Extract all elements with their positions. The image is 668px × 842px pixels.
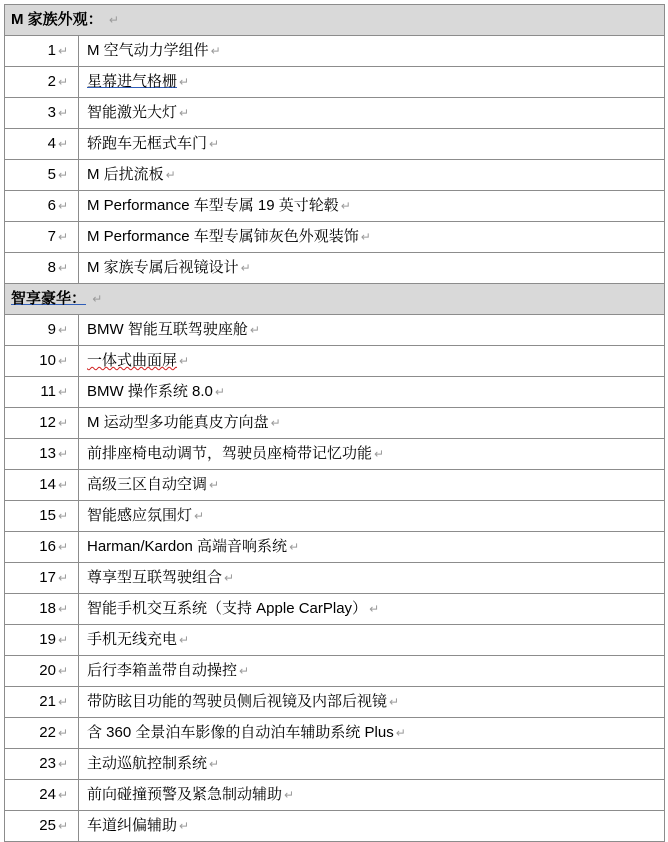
feature-text: 含 360 全景泊车影像的自动泊车辅助系统 Plus — [87, 724, 394, 741]
feature-text: BMW 智能互联驾驶座舱 — [87, 321, 248, 338]
feature-table-body — [5, 5, 665, 842]
row-number: 18 — [39, 600, 56, 617]
table-row — [5, 222, 665, 253]
row-number-cell — [5, 67, 79, 98]
row-number: 5 — [47, 166, 56, 183]
row-number: 12 — [39, 414, 56, 431]
row-number: 13 — [39, 445, 56, 462]
section-header-row — [5, 5, 665, 36]
paragraph-mark-icon: ↵ — [210, 44, 221, 58]
row-number-cell — [5, 501, 79, 532]
table-row — [5, 563, 665, 594]
row-number-cell — [5, 408, 79, 439]
row-number-cell — [5, 222, 79, 253]
table-row — [5, 439, 665, 470]
table-row — [5, 129, 665, 160]
feature-text-cell — [79, 191, 665, 222]
table-row — [5, 749, 665, 780]
feature-text: Harman/Kardon 高端音响系统 — [87, 538, 288, 555]
row-number: 3 — [47, 104, 56, 121]
row-number-cell — [5, 129, 79, 160]
feature-text: 尊享型互联驾驶组合 — [87, 569, 223, 586]
paragraph-mark-icon: ↵ — [240, 261, 251, 275]
section-header-cell — [5, 284, 665, 315]
table-row — [5, 67, 665, 98]
feature-text: 轿跑车无框式车门 — [87, 135, 208, 152]
section-title: 智享豪华： — [11, 290, 87, 307]
feature-text: M Performance 车型专属 19 英寸轮毂 — [87, 197, 339, 214]
row-number-cell — [5, 98, 79, 129]
paragraph-mark-icon: ↵ — [395, 726, 406, 740]
table-row — [5, 36, 665, 67]
feature-text: 后行李箱盖带自动操控 — [87, 662, 238, 679]
row-number-cell — [5, 36, 79, 67]
feature-text: 带防眩目功能的驾驶员侧后视镜及内部后视镜 — [87, 693, 388, 710]
feature-text-cell — [79, 36, 665, 67]
feature-text-cell — [79, 470, 665, 501]
paragraph-mark-icon: ↵ — [165, 168, 176, 182]
feature-text: 手机无线充电 — [87, 631, 178, 648]
row-number: 7 — [47, 228, 56, 245]
feature-text-cell — [79, 315, 665, 346]
feature-text-cell — [79, 718, 665, 749]
paragraph-mark-icon: ↵ — [57, 788, 68, 802]
table-row — [5, 780, 665, 811]
feature-text: M 运动型多功能真皮方向盘 — [87, 414, 269, 431]
section-header-row — [5, 284, 665, 315]
paragraph-mark-icon: ↵ — [57, 447, 68, 461]
row-number: 16 — [39, 538, 56, 555]
table-row — [5, 377, 665, 408]
table-row — [5, 501, 665, 532]
paragraph-mark-icon: ↵ — [92, 292, 103, 306]
row-number: 2 — [47, 73, 56, 90]
feature-text-cell — [79, 625, 665, 656]
paragraph-mark-icon: ↵ — [57, 416, 68, 430]
paragraph-mark-icon: ↵ — [57, 819, 68, 833]
feature-table — [4, 4, 665, 842]
feature-text: 星幕进气格栅 — [87, 73, 178, 90]
paragraph-mark-icon: ↵ — [57, 757, 68, 771]
table-row — [5, 625, 665, 656]
paragraph-mark-icon: ↵ — [289, 540, 300, 554]
row-number: 14 — [39, 476, 56, 493]
paragraph-mark-icon: ↵ — [57, 509, 68, 523]
paragraph-mark-icon: ↵ — [360, 230, 371, 244]
row-number-cell — [5, 780, 79, 811]
feature-text: 前排座椅电动调节，驾驶员座椅带记忆功能 — [87, 445, 373, 462]
row-number: 11 — [40, 383, 56, 400]
paragraph-mark-icon: ↵ — [179, 106, 190, 120]
feature-text-cell — [79, 532, 665, 563]
paragraph-mark-icon: ↵ — [270, 416, 281, 430]
table-row — [5, 532, 665, 563]
table-row — [5, 687, 665, 718]
row-number-cell — [5, 439, 79, 470]
feature-text: M Performance 车型专属铈灰色外观装饰 — [87, 228, 359, 245]
row-number: 6 — [47, 197, 56, 214]
feature-text-cell — [79, 67, 665, 98]
row-number-cell — [5, 594, 79, 625]
row-number-cell — [5, 253, 79, 284]
row-number: 25 — [39, 817, 56, 834]
row-number-cell — [5, 718, 79, 749]
paragraph-mark-icon: ↵ — [57, 571, 68, 585]
row-number-cell — [5, 377, 79, 408]
paragraph-mark-icon: ↵ — [57, 199, 68, 213]
row-number-cell — [5, 749, 79, 780]
paragraph-mark-icon: ↵ — [340, 199, 351, 213]
feature-text-cell — [79, 377, 665, 408]
paragraph-mark-icon: ↵ — [57, 137, 68, 151]
feature-text: 一体式曲面屏 — [87, 352, 178, 369]
paragraph-mark-icon: ↵ — [369, 602, 380, 616]
row-number-cell — [5, 625, 79, 656]
paragraph-mark-icon: ↵ — [57, 602, 68, 616]
table-row — [5, 656, 665, 687]
feature-text-cell — [79, 222, 665, 253]
feature-text: 智能感应氛围灯 — [87, 507, 193, 524]
row-number-cell — [5, 160, 79, 191]
row-number-cell — [5, 563, 79, 594]
paragraph-mark-icon: ↵ — [284, 788, 295, 802]
paragraph-mark-icon: ↵ — [389, 695, 400, 709]
row-number: 4 — [47, 135, 56, 152]
feature-text-cell — [79, 160, 665, 191]
paragraph-mark-icon: ↵ — [57, 230, 68, 244]
feature-text: 高级三区自动空调 — [87, 476, 208, 493]
feature-text-cell — [79, 408, 665, 439]
row-number: 1 — [47, 42, 56, 59]
feature-text-cell — [79, 780, 665, 811]
row-number-cell — [5, 656, 79, 687]
paragraph-mark-icon: ↵ — [57, 385, 68, 399]
feature-text-cell — [79, 594, 665, 625]
table-row — [5, 470, 665, 501]
paragraph-mark-icon: ↵ — [57, 323, 68, 337]
table-row — [5, 811, 665, 842]
row-number: 22 — [39, 724, 56, 741]
paragraph-mark-icon: ↵ — [194, 509, 205, 523]
paragraph-mark-icon: ↵ — [249, 323, 260, 337]
paragraph-mark-icon: ↵ — [57, 354, 68, 368]
paragraph-mark-icon: ↵ — [108, 13, 119, 27]
feature-text-cell — [79, 811, 665, 842]
paragraph-mark-icon: ↵ — [179, 633, 190, 647]
row-number-cell — [5, 470, 79, 501]
paragraph-mark-icon: ↵ — [57, 168, 68, 182]
paragraph-mark-icon: ↵ — [214, 385, 225, 399]
row-number-cell — [5, 532, 79, 563]
paragraph-mark-icon: ↵ — [57, 540, 68, 554]
paragraph-mark-icon: ↵ — [57, 664, 68, 678]
paragraph-mark-icon: ↵ — [57, 75, 68, 89]
paragraph-mark-icon: ↵ — [179, 354, 190, 368]
feature-text: M 后扰流板 — [87, 166, 164, 183]
paragraph-mark-icon: ↵ — [209, 757, 220, 771]
row-number-cell — [5, 687, 79, 718]
table-row — [5, 408, 665, 439]
row-number-cell — [5, 315, 79, 346]
paragraph-mark-icon: ↵ — [209, 137, 220, 151]
paragraph-mark-icon: ↵ — [239, 664, 250, 678]
feature-text-cell — [79, 439, 665, 470]
section-header-cell — [5, 5, 665, 36]
row-number: 17 — [39, 569, 56, 586]
feature-text-cell — [79, 656, 665, 687]
row-number-cell — [5, 191, 79, 222]
row-number: 21 — [39, 693, 56, 710]
paragraph-mark-icon: ↵ — [57, 44, 68, 58]
feature-text: M 空气动力学组件 — [87, 42, 209, 59]
feature-text: 智能激光大灯 — [87, 104, 178, 121]
feature-text-cell — [79, 253, 665, 284]
paragraph-mark-icon: ↵ — [179, 75, 190, 89]
feature-text: M 家族专属后视镜设计 — [87, 259, 239, 276]
feature-text-cell — [79, 563, 665, 594]
row-number: 19 — [39, 631, 56, 648]
feature-text: 前向碰撞预警及紧急制动辅助 — [87, 786, 283, 803]
row-number: 20 — [39, 662, 56, 679]
paragraph-mark-icon: ↵ — [57, 726, 68, 740]
table-row — [5, 253, 665, 284]
table-row — [5, 315, 665, 346]
feature-text: BMW 操作系统 8.0 — [87, 383, 213, 400]
table-row — [5, 160, 665, 191]
table-row — [5, 191, 665, 222]
row-number-cell — [5, 346, 79, 377]
paragraph-mark-icon: ↵ — [179, 819, 190, 833]
row-number: 23 — [39, 755, 56, 772]
row-number: 24 — [39, 786, 56, 803]
feature-text-cell — [79, 749, 665, 780]
section-title: M 家族外观： — [11, 11, 103, 28]
paragraph-mark-icon: ↵ — [374, 447, 385, 461]
paragraph-mark-icon: ↵ — [57, 478, 68, 492]
paragraph-mark-icon: ↵ — [57, 261, 68, 275]
feature-text: 主动巡航控制系统 — [87, 755, 208, 772]
row-number: 8 — [47, 259, 56, 276]
feature-text-cell — [79, 501, 665, 532]
row-number-cell — [5, 811, 79, 842]
paragraph-mark-icon: ↵ — [57, 695, 68, 709]
paragraph-mark-icon: ↵ — [224, 571, 235, 585]
paragraph-mark-icon: ↵ — [57, 106, 68, 120]
paragraph-mark-icon: ↵ — [57, 633, 68, 647]
feature-text-cell — [79, 129, 665, 160]
feature-text: 智能手机交互系统（支持 Apple CarPlay） — [87, 600, 368, 617]
table-row — [5, 346, 665, 377]
document-page — [4, 4, 664, 842]
feature-text: 车道纠偏辅助 — [87, 817, 178, 834]
row-number: 9 — [47, 321, 56, 338]
table-row — [5, 98, 665, 129]
table-row — [5, 718, 665, 749]
row-number: 10 — [39, 352, 56, 369]
feature-text-cell — [79, 346, 665, 377]
table-row — [5, 594, 665, 625]
row-number: 15 — [39, 507, 56, 524]
paragraph-mark-icon: ↵ — [209, 478, 220, 492]
feature-text-cell — [79, 98, 665, 129]
feature-text-cell — [79, 687, 665, 718]
